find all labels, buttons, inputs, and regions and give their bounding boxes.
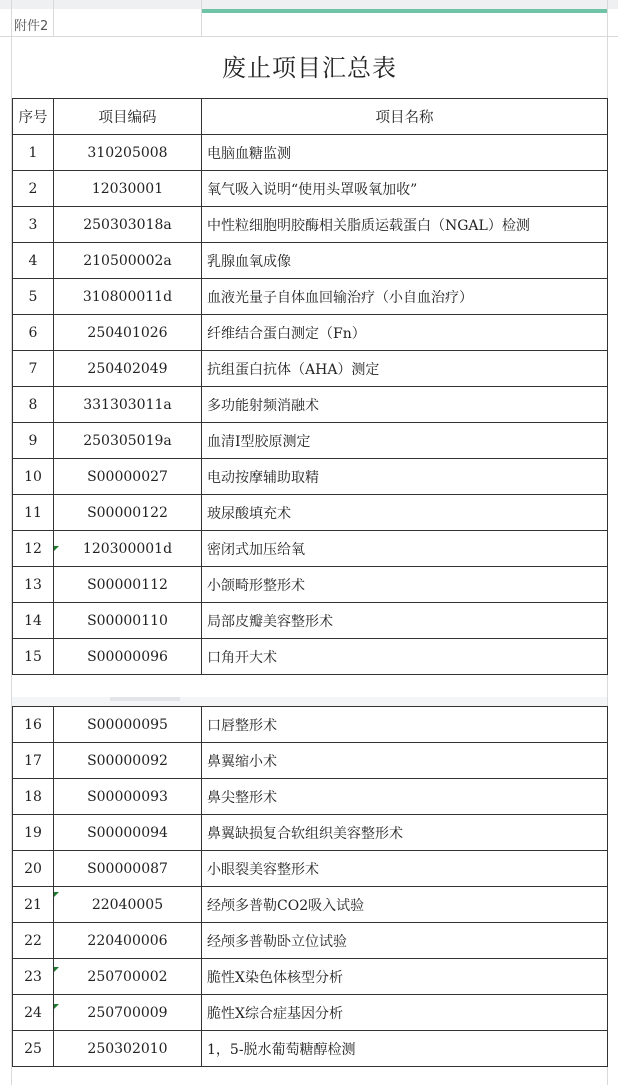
item-name-cell[interactable]: 鼻翼缩小术: [202, 743, 608, 779]
row-number-cell[interactable]: 21: [13, 887, 54, 923]
item-code-cell[interactable]: 250401026: [54, 315, 202, 351]
row-number-cell[interactable]: 6: [13, 315, 54, 351]
table-row: [13, 207, 608, 243]
sheet-top-bar: [0, 0, 618, 9]
table-header-row: [13, 99, 608, 135]
table-row: [13, 639, 608, 675]
item-code-cell[interactable]: S00000096: [54, 639, 202, 675]
item-name-cell[interactable]: 1，5-脱水葡萄糖醇检测: [202, 1031, 608, 1067]
table-row: [13, 923, 608, 959]
header-code[interactable]: 项目编码: [54, 99, 202, 135]
item-name-cell[interactable]: 电动按摩辅助取精: [202, 459, 608, 495]
row-number-cell[interactable]: 8: [13, 387, 54, 423]
selection-accent-line: [201, 9, 607, 13]
item-name-cell[interactable]: 经颅多普勒CO2吸入试验: [202, 887, 608, 923]
item-name-cell[interactable]: 小颌畸形整形术: [202, 567, 608, 603]
gridline: [53, 0, 54, 36]
item-name-cell[interactable]: 小眼裂美容整形术: [202, 851, 608, 887]
item-name-cell[interactable]: 血清I型胶原测定: [202, 423, 608, 459]
row-number-cell[interactable]: 11: [13, 495, 54, 531]
table-row: [13, 279, 608, 315]
row-number-cell[interactable]: 1: [13, 135, 54, 171]
item-code-cell[interactable]: 12030001: [54, 171, 202, 207]
table-row: [13, 243, 608, 279]
row-number-cell[interactable]: 2: [13, 171, 54, 207]
item-name-cell[interactable]: 血液光量子自体血回输治疗（小自血治疗）: [202, 279, 608, 315]
item-code-cell[interactable]: S00000095: [54, 707, 202, 743]
item-code-cell[interactable]: S00000094: [54, 815, 202, 851]
item-name-cell[interactable]: 鼻翼缺损复合软组织美容整形术: [202, 815, 608, 851]
item-code-cell[interactable]: 22040005: [54, 887, 202, 923]
row-number-cell[interactable]: 25: [13, 1031, 54, 1067]
row-number-cell[interactable]: 14: [13, 603, 54, 639]
table-row: [13, 779, 608, 815]
comment-marker-icon[interactable]: [54, 967, 59, 972]
table-row: [13, 315, 608, 351]
item-code-cell[interactable]: 310800011d: [54, 279, 202, 315]
item-name-cell[interactable]: 电脑血糖监测: [202, 135, 608, 171]
comment-marker-icon[interactable]: [54, 892, 59, 897]
item-name-cell[interactable]: 玻尿酸填充术: [202, 495, 608, 531]
table-row: [13, 887, 608, 923]
row-number-cell[interactable]: 17: [13, 743, 54, 779]
row-number-cell[interactable]: 9: [13, 423, 54, 459]
row-number-cell[interactable]: 13: [13, 567, 54, 603]
comment-marker-icon[interactable]: [54, 546, 59, 551]
table-row: [13, 1031, 608, 1067]
table-row: [13, 387, 608, 423]
header-no[interactable]: 序号: [13, 99, 54, 135]
item-code-cell[interactable]: S00000087: [54, 851, 202, 887]
item-code-cell[interactable]: S00000027: [54, 459, 202, 495]
scroll-shadow: [110, 697, 180, 701]
item-name-cell[interactable]: 脆性X染色体核型分析: [202, 959, 608, 995]
table-row: [13, 495, 608, 531]
item-name-cell[interactable]: 口唇整形术: [202, 707, 608, 743]
page-break-gap: [12, 697, 607, 706]
table-row: [13, 567, 608, 603]
row-number-cell[interactable]: 10: [13, 459, 54, 495]
row-number-cell[interactable]: 18: [13, 779, 54, 815]
item-code-cell[interactable]: S00000110: [54, 603, 202, 639]
item-name-cell[interactable]: 抗组蛋白抗体（AHA）测定: [202, 351, 608, 387]
item-name-cell[interactable]: 密闭式加压给氧: [202, 531, 608, 567]
item-code-cell[interactable]: S00000093: [54, 779, 202, 815]
item-code-cell[interactable]: 250305019a: [54, 423, 202, 459]
table-row: [13, 135, 608, 171]
row-number-cell[interactable]: 22: [13, 923, 54, 959]
item-name-cell[interactable]: 口角开大术: [202, 639, 608, 675]
table-row: [13, 459, 608, 495]
item-code-cell[interactable]: 250302010: [54, 1031, 202, 1067]
item-name-cell[interactable]: 乳腺血氧成像: [202, 243, 608, 279]
row-number-cell[interactable]: 24: [13, 995, 54, 1031]
page-title: 废止项目汇总表: [222, 54, 397, 82]
row-number-cell[interactable]: 5: [13, 279, 54, 315]
row-number-cell[interactable]: 12: [13, 531, 54, 567]
item-code-cell[interactable]: 250700002: [54, 959, 202, 995]
item-code-cell[interactable]: 331303011a: [54, 387, 202, 423]
item-name-cell[interactable]: 局部皮瓣美容整形术: [202, 603, 608, 639]
item-code-cell[interactable]: 120300001d: [54, 531, 202, 567]
table-row: [13, 423, 608, 459]
item-code-cell[interactable]: 310205008: [54, 135, 202, 171]
abolished-items-table: [12, 98, 608, 675]
item-name-cell[interactable]: 纤维结合蛋白测定（Fn）: [202, 315, 608, 351]
row-number-cell[interactable]: 20: [13, 851, 54, 887]
item-name-cell[interactable]: 鼻尖整形术: [202, 779, 608, 815]
table-row: [13, 995, 608, 1031]
row-number-cell[interactable]: 3: [13, 207, 54, 243]
item-code-cell[interactable]: S00000112: [54, 567, 202, 603]
table-row: [13, 743, 608, 779]
row-number-cell[interactable]: 7: [13, 351, 54, 387]
table-row: [13, 707, 608, 743]
table-row: [13, 171, 608, 207]
table-row: [13, 531, 608, 567]
table-row: [13, 815, 608, 851]
row-number-cell[interactable]: 19: [13, 815, 54, 851]
item-code-cell[interactable]: S00000092: [54, 743, 202, 779]
item-name-cell[interactable]: 脆性X综合症基因分析: [202, 995, 608, 1031]
gridline: [0, 36, 618, 37]
row-number-cell[interactable]: 23: [13, 959, 54, 995]
table-row: [13, 603, 608, 639]
row-number-cell[interactable]: 15: [13, 639, 54, 675]
item-code-cell[interactable]: 210500002a: [54, 243, 202, 279]
item-name-cell[interactable]: 氧气吸入说明“使用头罩吸氧加收”: [202, 171, 608, 207]
table-row: [13, 959, 608, 995]
item-code-cell[interactable]: 250303018a: [54, 207, 202, 243]
table-row: [13, 851, 608, 887]
table-row: [13, 351, 608, 387]
header-name[interactable]: 项目名称: [202, 99, 608, 135]
item-code-cell[interactable]: 250700009: [54, 995, 202, 1031]
item-name-cell[interactable]: 中性粒细胞明胶酶相关脂质运载蛋白（NGAL）检测: [202, 207, 608, 243]
row-number-cell[interactable]: 16: [13, 707, 54, 743]
item-code-cell[interactable]: S00000122: [54, 495, 202, 531]
abolished-items-table-continued: [12, 706, 608, 1067]
item-code-cell[interactable]: 250402049: [54, 351, 202, 387]
row-number-cell[interactable]: 4: [13, 243, 54, 279]
item-name-cell[interactable]: 经颅多普勒卧立位试验: [202, 923, 608, 959]
comment-marker-icon[interactable]: [54, 1004, 59, 1009]
gridline: [201, 0, 202, 36]
attachment-label: 附件2: [14, 19, 49, 34]
item-name-cell[interactable]: 多功能射频消融术: [202, 387, 608, 423]
item-code-cell[interactable]: 220400006: [54, 923, 202, 959]
